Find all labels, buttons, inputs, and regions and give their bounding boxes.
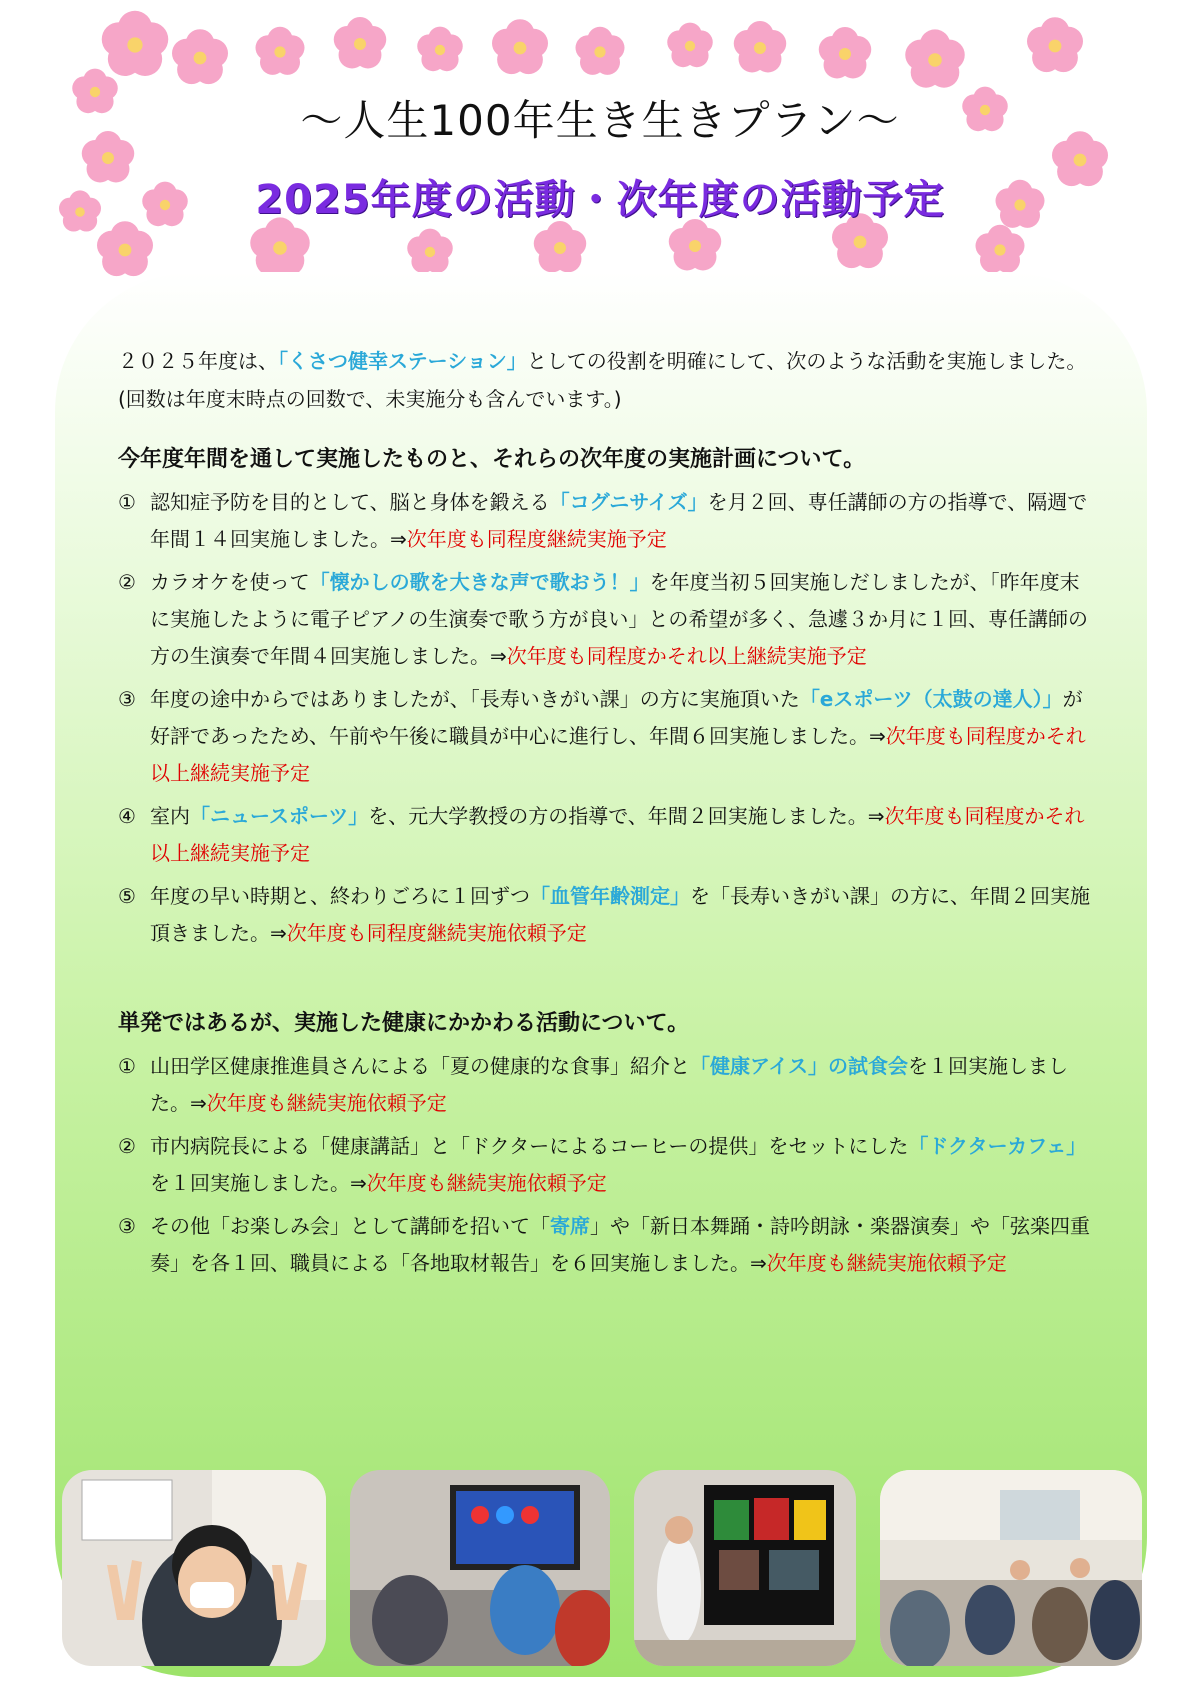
photo-concert-audience xyxy=(880,1470,1142,1666)
item-text: を１回実施しました。⇒ xyxy=(150,1054,1068,1115)
intro-text-a: ２０２５年度は、 xyxy=(118,349,278,373)
item-highlight: 「懐かしの歌を大きな声で歌おう！」 xyxy=(309,570,650,594)
item-plan: 次年度も同程度かそれ以上継続実施予定 xyxy=(506,644,867,668)
section2-list xyxy=(118,1048,1093,1282)
item-text: を月２回、専任講師の方の指導で、隔週で年間１４回実施しました。⇒ xyxy=(150,490,1088,551)
item-plan: 次年度も継続実施依頼予定 xyxy=(366,1171,607,1195)
title-line1: ～人生100年生き生きプラン～ xyxy=(300,96,900,145)
photo-taiko-game xyxy=(350,1470,610,1666)
item-text: 室内 xyxy=(150,804,190,828)
intro-paragraph xyxy=(118,342,1093,418)
item-text: 年度の早い時期と、終わりごろに１回ずつ xyxy=(150,884,530,908)
item-number: ① xyxy=(118,490,136,514)
item-text: 山田学区健康推進員さんによる「夏の健康的な食事」紹介と xyxy=(150,1054,690,1078)
photo-person-peace-sign xyxy=(62,1470,326,1666)
item-plan: 次年度も同程度継続実施予定 xyxy=(406,527,667,551)
item-plan: 次年度も継続実施依頼予定 xyxy=(766,1251,1007,1275)
main-content xyxy=(118,342,1093,1288)
list-item xyxy=(118,484,1093,558)
section1-heading: 今年度年間を通して実施したものと、それらの次年度の実施計画について。 xyxy=(118,447,866,472)
item-text: が好評であったため、午前や午後に職員が中心に進行し、年間６回実施しました。⇒ xyxy=(150,687,1083,748)
list-item xyxy=(118,798,1093,872)
item-highlight: 「eスポーツ（太鼓の達人）」 xyxy=(799,687,1063,711)
intro-text-c: としての役割を明確にして、次のような活動を実施しました。(回数は年度末時点の回数で、未実施分も含んでいます。) xyxy=(118,349,1087,411)
item-text: カラオケを使って xyxy=(150,570,310,594)
item-number: ④ xyxy=(118,804,136,828)
list-item xyxy=(118,1208,1093,1282)
item-plan: 次年度も同程度継続実施依頼予定 xyxy=(286,921,587,945)
photo-report-presentation xyxy=(634,1470,856,1666)
list-item xyxy=(118,564,1093,675)
photo-strip xyxy=(62,1470,1142,1666)
item-text: 」や「新日本舞踊・詩吟朗詠・楽器演奏」や「弦楽四重奏」を各１回、職員による「各地取材報告」を６回実施しました。⇒ xyxy=(150,1214,1090,1275)
item-highlight: 「コグニサイズ」 xyxy=(549,490,708,514)
item-plan: 次年度も同程度かそれ以上継続実施予定 xyxy=(150,724,1086,785)
item-text: その他「お楽しみ会」として講師を招いて「 xyxy=(150,1214,550,1238)
list-item xyxy=(118,1048,1093,1122)
item-highlight: 「血管年齢測定」 xyxy=(530,884,690,908)
item-number: ① xyxy=(118,1054,136,1078)
intro-highlight: 「くさつ健幸ステーション」 xyxy=(278,349,527,373)
item-text: を１回実施しました。⇒ xyxy=(150,1171,367,1195)
item-highlight: 「ドクターカフェ」 xyxy=(908,1134,1087,1158)
item-number: ③ xyxy=(118,687,136,711)
item-number: ⑤ xyxy=(118,884,136,908)
item-text: を「長寿いきがい課」の方に、年間２回実施頂きました。⇒ xyxy=(150,884,1090,945)
item-highlight: 寄席 xyxy=(550,1214,590,1238)
section2-heading: 単発ではあるが、実施した健康にかかわる活動について。 xyxy=(118,1011,690,1036)
item-text: 認知症予防を目的として、脳と身体を鍛える xyxy=(150,490,550,514)
item-text: 年度の途中からではありましたが、「長寿いきがい課」の方に実施頂いた xyxy=(150,687,800,711)
item-number: ② xyxy=(118,570,136,594)
item-text: 市内病院長による「健康講話」と「ドクターによるコーヒーの提供」をセットにした xyxy=(150,1134,909,1158)
item-highlight: 「健康アイス」の試食会 xyxy=(690,1054,908,1078)
title-line2: 2025年度の活動・次年度の活動予定 xyxy=(255,177,945,223)
item-plan: 次年度も継続実施依頼予定 xyxy=(206,1091,447,1115)
item-highlight: 「ニュースポーツ」 xyxy=(190,804,369,828)
item-text: を年度当初５回実施しだしましたが、「昨年度末に実施したように電子ピアノの生演奏で歌う方が良い」との希望が多く、急遽３か月に１回、専任講師の方の生演奏で年間４回実施しました。⇒ xyxy=(150,570,1088,668)
item-text: を、元大学教授の方の指導で、年間２回実施しました。⇒ xyxy=(368,804,885,828)
list-item xyxy=(118,878,1093,952)
item-number: ③ xyxy=(118,1214,136,1238)
item-plan: 次年度も同程度かそれ以上継続実施予定 xyxy=(150,804,1085,865)
list-item xyxy=(118,681,1093,792)
item-number: ② xyxy=(118,1134,136,1158)
section1-list xyxy=(118,484,1093,952)
list-item xyxy=(118,1128,1093,1202)
